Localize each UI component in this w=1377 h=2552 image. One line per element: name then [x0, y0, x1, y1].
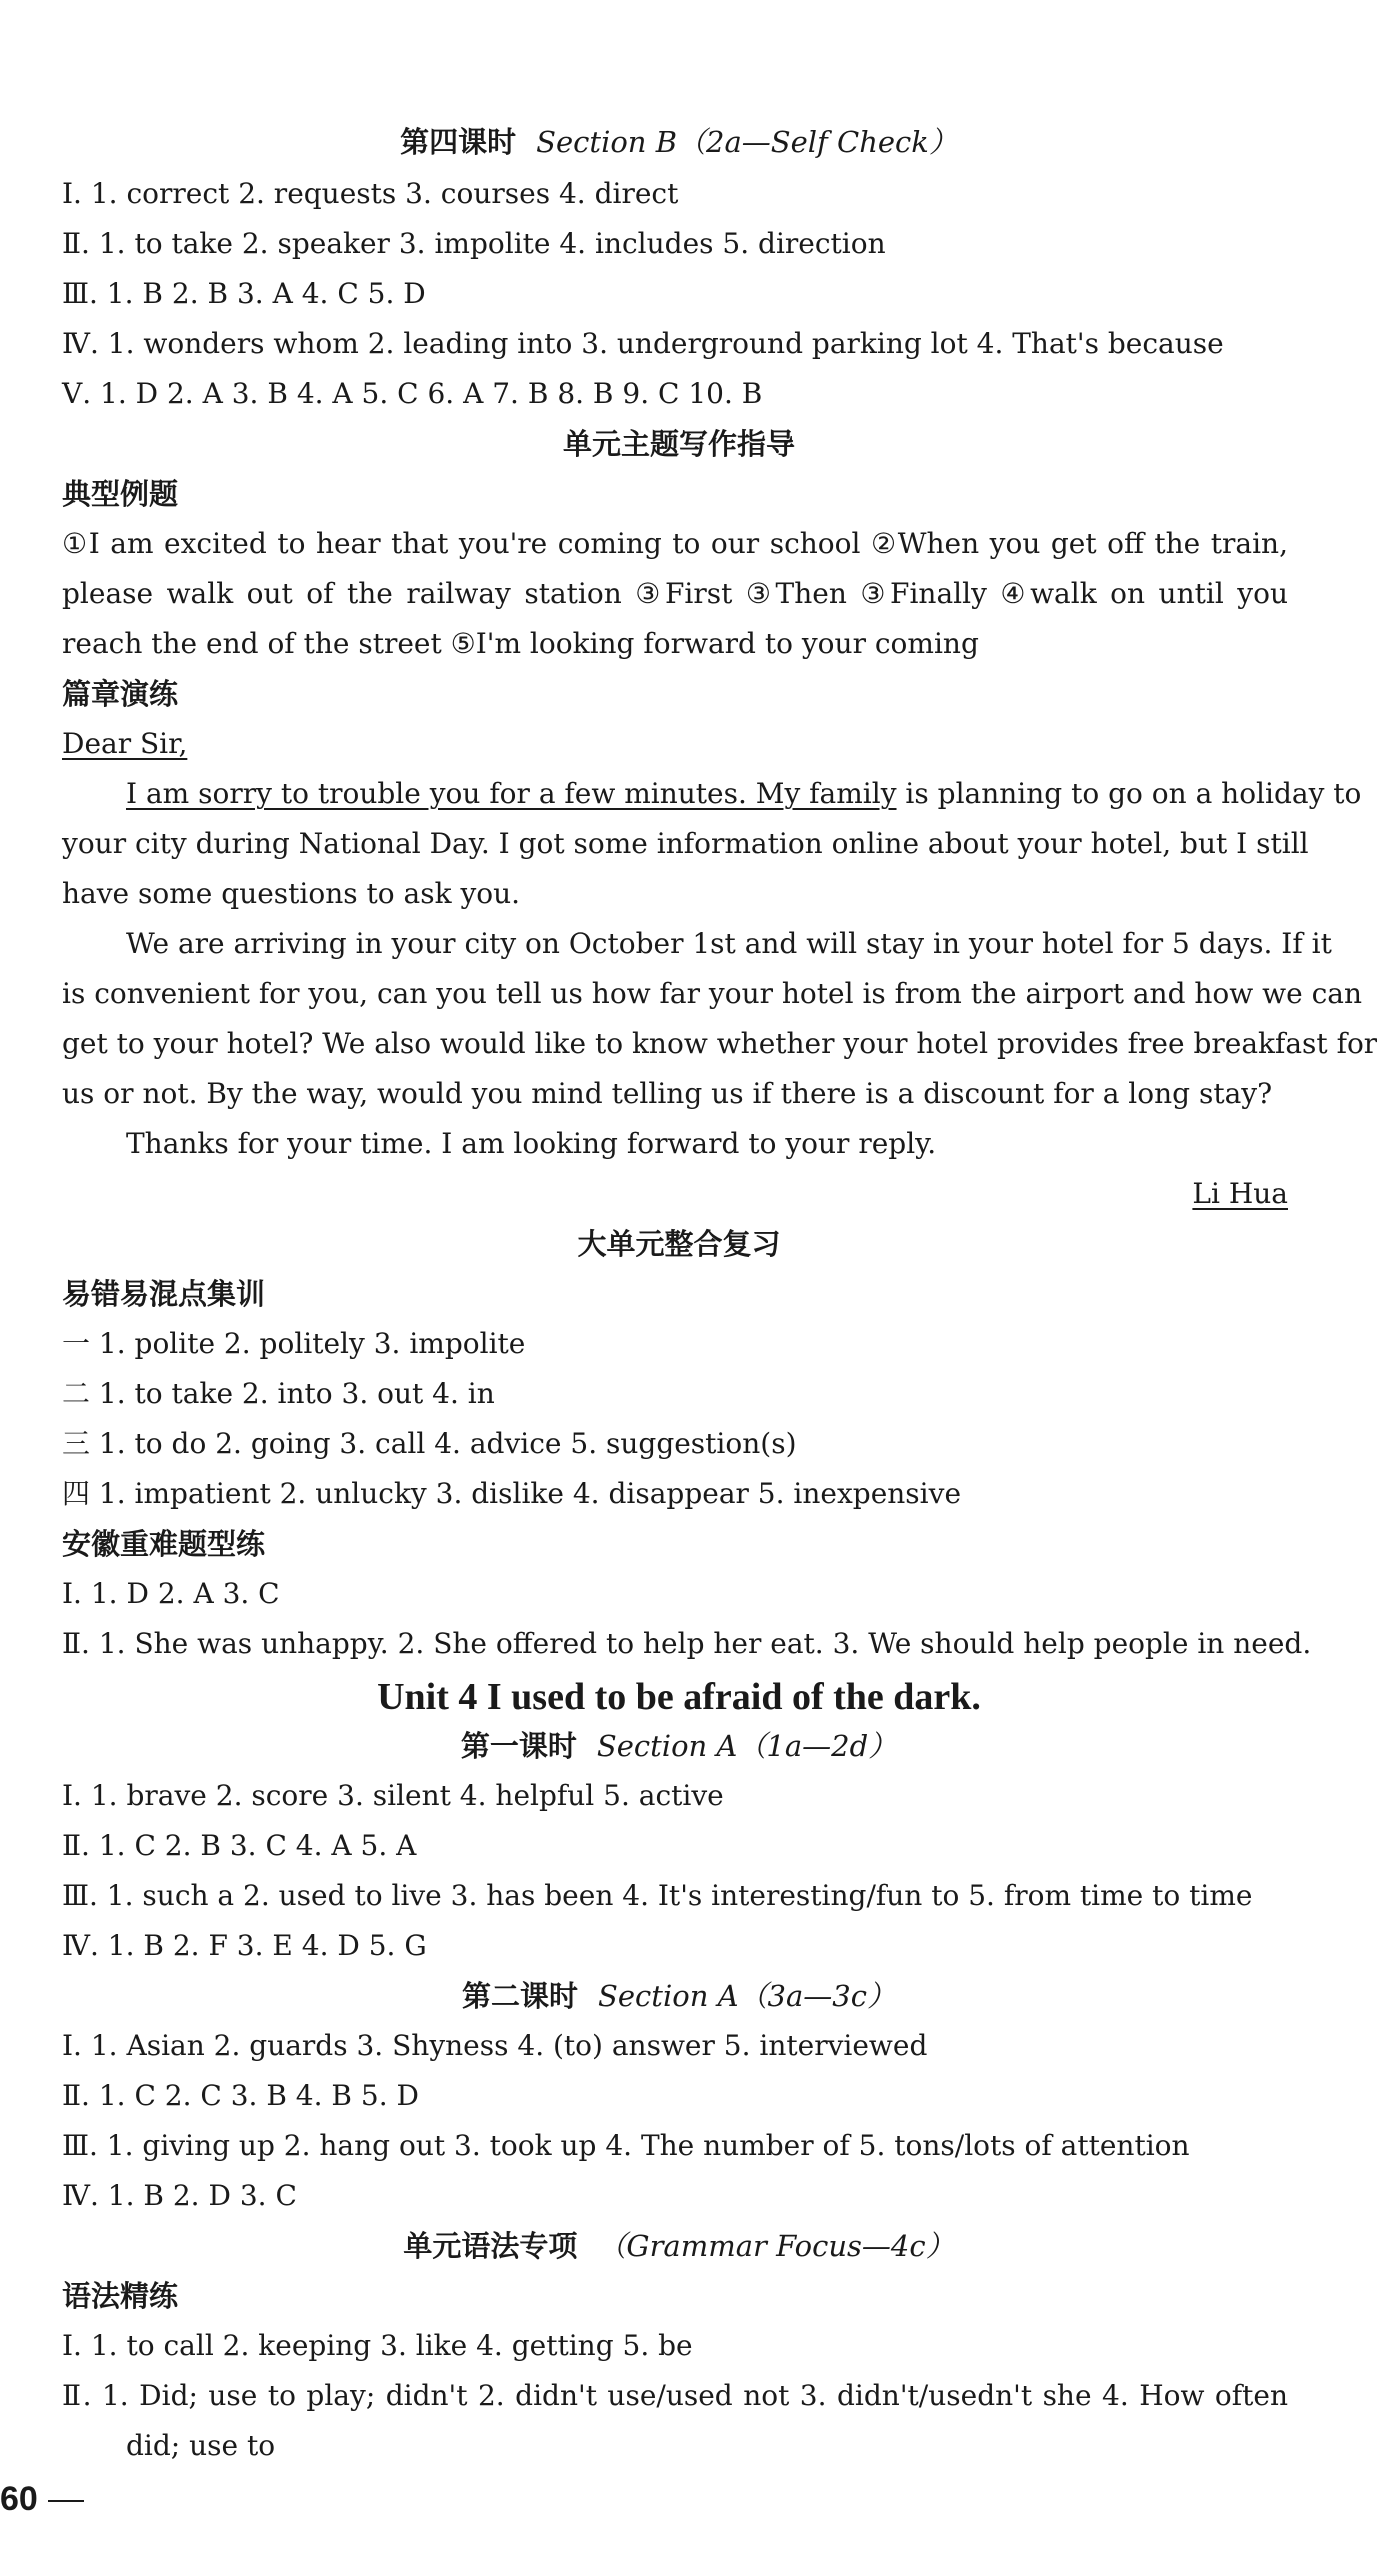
- letter-line: us or not. By the way, would you mind telling us if there is a discount for a long stay?: [62, 1077, 1273, 1110]
- letter-line: have some questions to ask you.: [62, 877, 521, 910]
- answer-line: Ⅱ. 1. C 2. B 3. C 4. A 5. A: [62, 1829, 417, 1862]
- answer-line: Ⅰ. 1. to call 2. keeping 3. like 4. getting 5. be: [62, 2329, 693, 2362]
- answer-line: Ⅱ. 1. Did; use to play; didn't 2. didn't use/used not 3. didn't/usedn't she 4. How often: [62, 2379, 1288, 2412]
- answer-line: Ⅰ. 1. D 2. A 3. C: [62, 1577, 280, 1610]
- letter-rest: is planning to go on a holiday to: [896, 777, 1362, 810]
- answer-line: Ⅴ. 1. D 2. A 3. B 4. A 5. C 6. A 7. B 8. B 9. C 10. B: [62, 377, 763, 410]
- page-number-dash: [48, 2500, 84, 2502]
- answer-line: Ⅲ. 1. giving up 2. hang out 3. took up 4. The number of 5. tons/lots of attention: [62, 2129, 1190, 2162]
- heading-en: Section B（2a—Self Check）: [536, 125, 958, 159]
- answer-line: Ⅰ. 1. Asian 2. guards 3. Shyness 4. (to) answer 5. interviewed: [62, 2029, 928, 2062]
- answer-line: Ⅱ. 1. C 2. C 3. B 4. B 5. D: [62, 2079, 419, 2112]
- heading-cn: 单元语法专项: [403, 2229, 578, 2263]
- subheading-grammar-practice: 语法精练: [62, 2279, 179, 2313]
- paragraph-line: ①I am excited to hear that you're coming to our school ②When you get off the train,: [62, 527, 1288, 560]
- answer-line: Ⅱ. 1. She was unhappy. 2. She offered to help her eat. 3. We should help people in need.: [62, 1627, 1312, 1660]
- answer-line: Ⅳ. 1. B 2. D 3. C: [62, 2179, 297, 2212]
- letter-underlined: I am sorry to trouble you for a few minutes. My family: [126, 777, 897, 810]
- letter-line: is convenient for you, can you tell us how far your hotel is from the airport and how we can: [62, 977, 1363, 1010]
- section-heading-grammar: [0, 2228, 1358, 2264]
- section-heading-writing: 单元主题写作指导: [562, 427, 795, 461]
- signature-text: Li Hua: [1192, 1177, 1288, 1210]
- answer-line: Ⅲ. 1. B 2. B 3. A 4. C 5. D: [62, 277, 426, 310]
- answer-line: 二 1. to take 2. into 3. out 4. in: [62, 1377, 495, 1410]
- answer-line: Ⅳ. 1. B 2. F 3. E 4. D 5. G: [62, 1929, 427, 1962]
- greeting-text: Dear Sir,: [62, 727, 188, 760]
- subheading-practice: 篇章演练: [62, 677, 179, 711]
- letter-line: get to your hotel? We also would like to know whether your hotel provides free breakfast for: [62, 1027, 1377, 1060]
- letter-greeting: [62, 726, 1288, 762]
- answer-line: did; use to: [126, 2429, 276, 2462]
- section-heading-review: 大单元整合复习: [577, 1227, 781, 1261]
- heading-cn: 第一课时: [460, 1729, 577, 1763]
- heading-en: Section A（1a—2d）: [596, 1729, 898, 1763]
- answer-line: Ⅳ. 1. wonders whom 2. leading into 3. underground parking lot 4. That's because: [62, 327, 1224, 360]
- page-number: 60: [0, 2480, 38, 2518]
- section-heading-lesson4: [0, 124, 1358, 160]
- letter-signature: [0, 1176, 1288, 1212]
- heading-en: （Grammar Focus—4c）: [597, 2229, 955, 2263]
- answer-line: Ⅲ. 1. such a 2. used to live 3. has been 4. It's interesting/fun to 5. from time to time: [62, 1879, 1253, 1912]
- section-heading-lesson1: [0, 1728, 1358, 1764]
- heading-en: Section A（3a—3c）: [598, 1979, 896, 2013]
- answer-line: Ⅱ. 1. to take 2. speaker 3. impolite 4. includes 5. direction: [62, 227, 886, 260]
- paragraph-line: please walk out of the railway station ③First ③Then ③Finally ④walk on until you: [62, 577, 1288, 610]
- section-heading-lesson2: [0, 1978, 1358, 2014]
- heading-cn: 第二课时: [462, 1979, 579, 2013]
- answer-line: Ⅰ. 1. correct 2. requests 3. courses 4. direct: [62, 177, 679, 210]
- letter-line: [126, 776, 1362, 812]
- heading-cn: 第四课时: [400, 125, 517, 159]
- letter-line: Thanks for your time. I am looking forward to your reply.: [126, 1127, 937, 1160]
- subheading-anhui: 安徽重难题型练: [62, 1527, 266, 1561]
- subheading-errors: 易错易混点集训: [62, 1277, 266, 1311]
- subheading-example: 典型例题: [62, 477, 179, 511]
- letter-line: your city during National Day. I got some information online about your hotel, but I still: [62, 827, 1309, 860]
- letter-line: We are arriving in your city on October 1st and will stay in your hotel for 5 days. If it: [126, 927, 1332, 960]
- answer-line: 四 1. impatient 2. unlucky 3. dislike 4. disappear 5. inexpensive: [62, 1477, 962, 1510]
- answer-line: 三 1. to do 2. going 3. call 4. advice 5. suggestion(s): [62, 1427, 797, 1460]
- unit-title: Unit 4 I used to be afraid of the dark.: [377, 1676, 981, 1718]
- answer-line: 一 1. polite 2. politely 3. impolite: [62, 1327, 526, 1360]
- paragraph-line: reach the end of the street ⑤I'm looking forward to your coming: [62, 627, 979, 660]
- answer-line: Ⅰ. 1. brave 2. score 3. silent 4. helpful 5. active: [62, 1779, 724, 1812]
